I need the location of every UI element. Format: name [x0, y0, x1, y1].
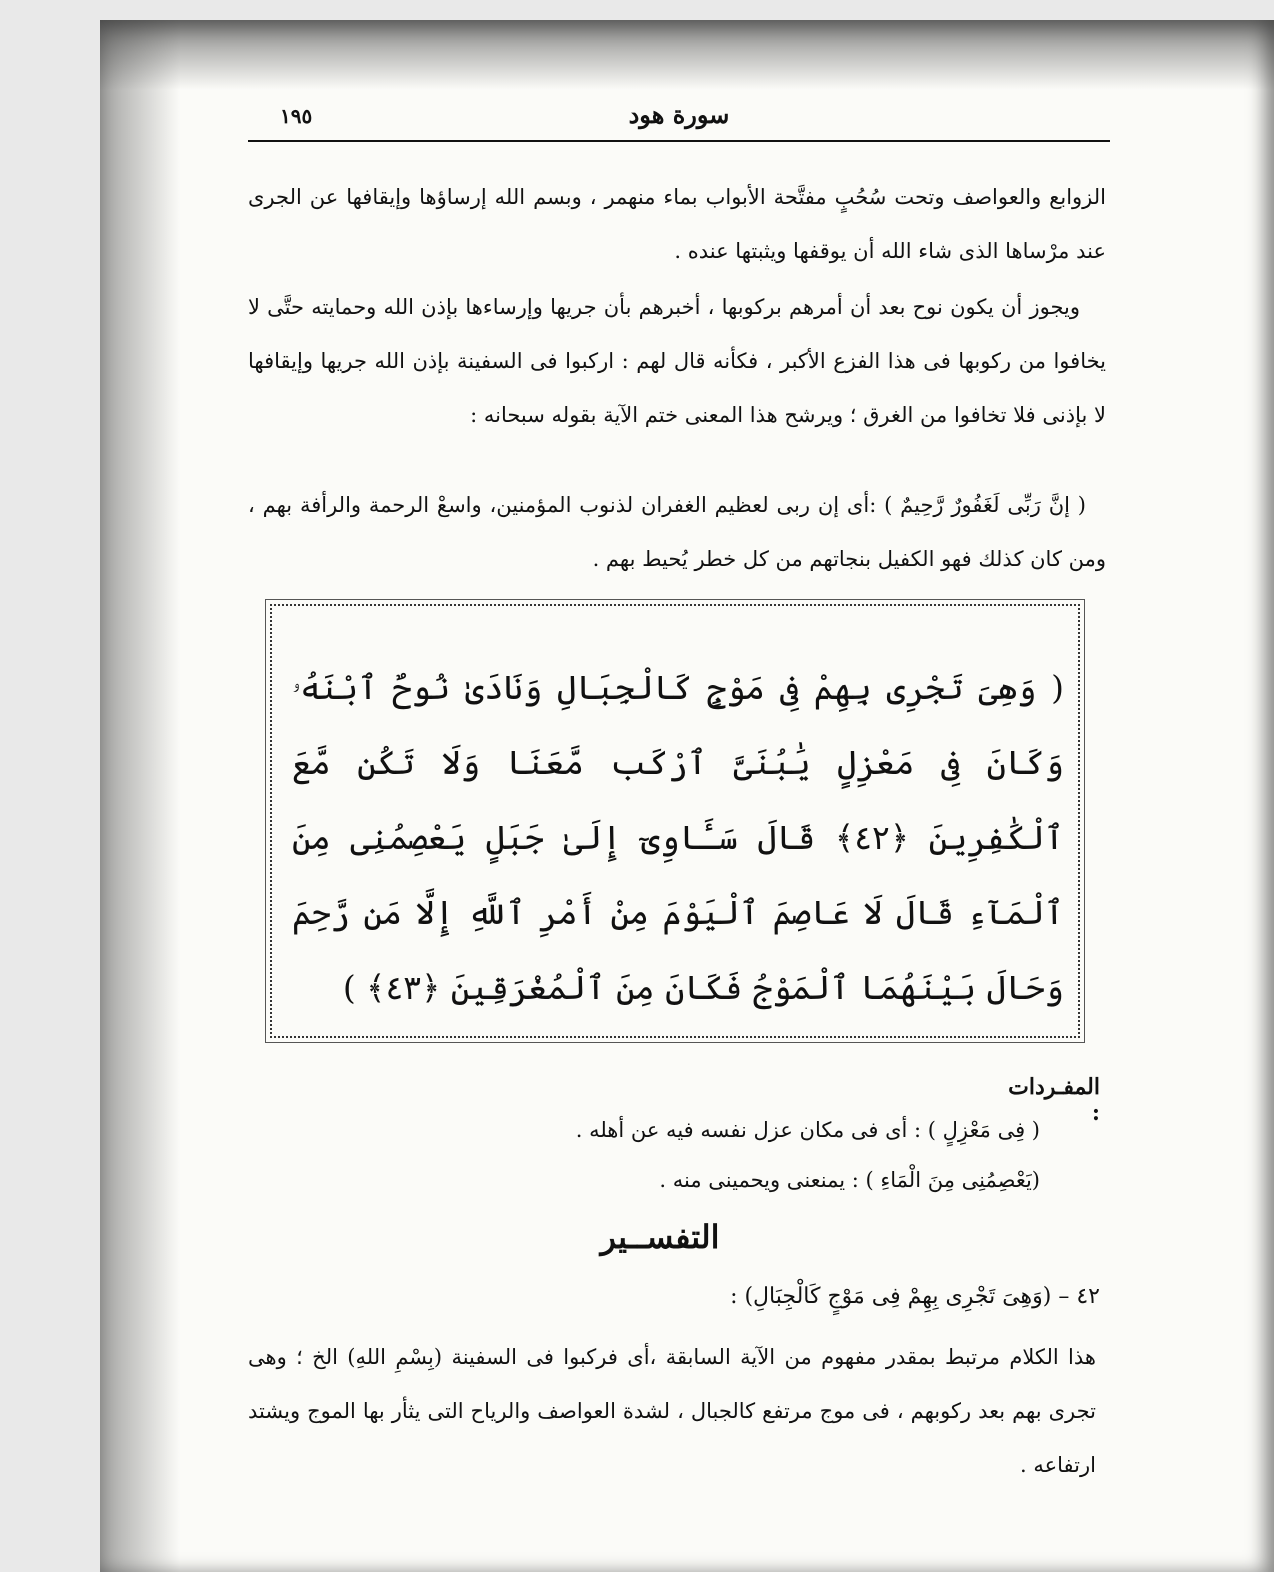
vocabulary-item: ( فِى مَعْزِلٍ ) : أى فى مكان عزل نفسه فيه عن أهله . — [575, 1118, 1040, 1142]
vocabulary-heading: المفـردات : — [1008, 1074, 1100, 1126]
paragraph-3: ( إنَّ رَبِّى لَغَفُورٌ رَّحِيمٌ ) :أى إن ربى لعظيم الغفران لذنوب المؤمنين، واسعْ الرحمة والرأفة بهم ، ومن كان كذلك فهو الكفيل بنجاتهم من كل خطر يُحيط بهم . — [248, 493, 1106, 571]
vocabulary-item: (يَعْصِمُنِى مِنَ الْمَاءِ ) : يمنعنى ويحمينى منه . — [659, 1168, 1040, 1192]
tafsir-body: هذا الكلام مرتبط بمقدر مفهوم من الآية السابقة ،أى فركبوا فى السفينة (بِسْمِ اللهِ) الخ ؛ وهى تجرى بهم بعد ركوبهم ، فى موج مرتفع كالجبال ، لشدة العواصف والرياح التى يثأر بها الموج ويشتد ارتفاعه . — [248, 1345, 1096, 1477]
surah-title: سورة هود — [628, 100, 730, 129]
quran-verse: ( وَهِىَ تَجْرِى بِهِمْ فِى مَوْجٍ كَالْجِبَالِ وَنَادَىٰ نُوحٌ ٱبْنَهُۥ وَكَانَ فِى مَعْزِلٍ يَٰبُنَىَّ ٱرْكَب مَّعَنَا وَلَا تَكُن مَّعَ ٱلْكَٰفِرِينَ ﴿٤٢﴾ قَالَ سَـَٔاوِىٓ إِلَىٰ جَبَلٍ يَعْصِمُنِى مِنَ ٱلْمَآءِ قَالَ لَا عَاصِمَ ٱلْيَوْمَ مِنْ أَمْرِ ٱللَّهِ إِلَّا مَن رَّحِمَ وَحَالَ بَيْنَهُمَا ٱلْمَوْجُ فَكَانَ مِنَ ٱلْمُغْرَقِينَ ﴿٤٣﴾ ) — [292, 668, 1064, 1007]
page-number: ١٩٥ — [280, 104, 313, 128]
paragraph-2: ويجوز أن يكون نوح بعد أن أمرهم بركوبها ، أخبرهم بأن جريها وإرساءها بإذن الله وحمايته حتَّى لا يخافوا من ركوبها فى هذا الفزع الأكبر ، فكأنه قال لهم : اركبوا فى السفينة بإذن الله جريها وإيقافها لا بإذنى فلا تخافوا من الغرق ؛ ويرشح هذا المعنى ختم الآية بقوله سبحانه : — [248, 295, 1106, 427]
tafsir-heading: التفســير — [600, 1218, 720, 1256]
paragraph-1: الزوابع والعواصف وتحت سُحُبٍ مفتَّحة الأبواب بماء منهمر ، وبسم الله إرساؤها وإيقافها عن الجرى عند مرْساها الذى شاء الله أن يوقفها ويثبتها عنده . — [248, 185, 1106, 263]
tafsir-subheading: ٤٢ – (وَهِىَ تَجْرِى بِهِمْ فِى مَوْجٍ كَالْجِبَالِ) : — [730, 1284, 1100, 1309]
page-header — [248, 100, 1110, 142]
